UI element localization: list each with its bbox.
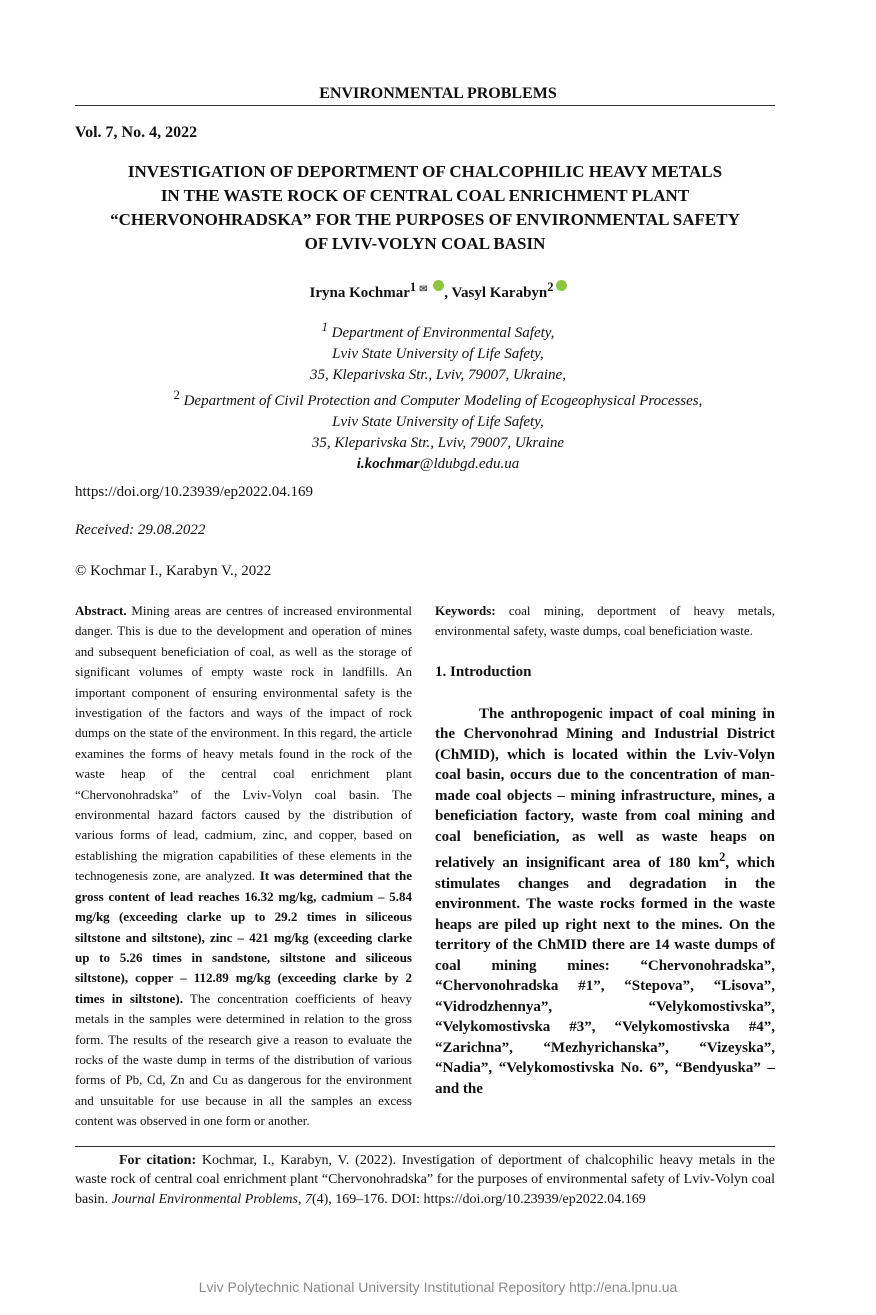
affiliation-line: Department of Environmental Safety, [327, 325, 555, 341]
affiliation-line: 35, Kleparivska Str., Lviv, 79007, Ukraine, [310, 366, 566, 383]
orcid-icon[interactable] [433, 280, 444, 291]
affiliation-sup: 2 [547, 280, 554, 294]
citation-text: , [297, 1191, 305, 1207]
email-domain: @ldubgd.edu.ua [419, 455, 520, 472]
abstract-bold-text: It was determined that the gross content of lead reaches 16.32 mg/kg, cadmium – 5.84 mg/kg (exceeding clarke up to 29.2 times in siliceous siltstone and siltstone), zinc – 421 mg/kg (exceeding clarke up to 5.26 times in sandstone, siltstone and siliceous siltstone), copper – 112.89 mg/kg (exceeding clarke by 2 times in siltstone). [75, 868, 412, 1006]
body-flow [75, 601, 775, 1315]
affiliation-sup: 1 [409, 280, 417, 294]
footer-rule [75, 1146, 775, 1147]
citation-journal: Journal Environmental Problems [111, 1191, 298, 1207]
affiliations [0, 317, 876, 475]
intro-text: The anthropogenic impact of coal mining in the Chervonohrad Mining and Industrial District (ChMID), which is located within the Lviv-Volyn coal basin, occurs due to the concentration of man-made coal objects – mining infrastructure, mines, a beneficiation factory, waste from coal mining and coal beneficiation, as well as waste heaps on relatively an insignificant area of 180 km [435, 705, 775, 872]
author-name: Vasyl Karabyn [451, 285, 548, 301]
affiliation-line: Lviv State University of Life Safety, [332, 414, 544, 431]
email-icon[interactable]: ✉ [419, 284, 428, 295]
title-line: “CHERVONOHRADSKA” FOR THE PURPOSES OF ENVIRONMENTAL SAFETY [110, 210, 740, 229]
abstract [75, 601, 412, 1132]
received-date: Received: 29.08.2022 [75, 522, 206, 538]
title-line: INVESTIGATION OF DEPORTMENT OF CHALCOPHILIC HEAVY METALS [127, 162, 723, 181]
title-line: OF LVIV-VOLYN COAL BASIN [304, 234, 546, 253]
keywords-text: coal mining, deportment of heavy metals, environmental safety, waste dumps, coal beneficiation waste. [435, 603, 775, 639]
affiliation-sup: 2 [173, 388, 180, 403]
volume-info: Vol. 7, No. 4, 2022 [75, 124, 198, 141]
copyright: © Kochmar I., Karabyn V., 2022 [75, 563, 272, 579]
right-column [435, 601, 775, 1099]
citation [75, 1151, 775, 1210]
doi-link[interactable]: https://doi.org/10.23939/ep2022.04.169 [75, 484, 314, 500]
affiliation-line: 35, Kleparivska Str., Lviv, 79007, Ukraine [311, 434, 565, 451]
abstract-text: The concentration coefficients of heavy metals in the samples were determined in relation to the gross form. The results of the research give a reason to evaluate the rocks of the waste dump in terms of the distribution of various forms of Pb, Cd, Zn and Cu as dangerous for the environment and unsuitable for use because in all the samples an excess content was observed in one form or another. [75, 990, 412, 1129]
abstract-label: Abstract. [75, 603, 127, 618]
keywords-label: Keywords: [435, 603, 496, 618]
superscript: 2 [719, 850, 726, 865]
author-separator: , [444, 285, 452, 301]
citation-text: Kochmar, I., Karabyn, V. (2022). Investigation of deportment of chalcophilic heavy metals in the waste rock of central coal enrichment plant “Chervonohradska” for the purposes of environmental safety of Lviv-Volyn coal basin. [75, 1152, 776, 1207]
paper-title [75, 160, 775, 256]
affiliation-line: Lviv State University of Life Safety, [332, 345, 544, 362]
authors [0, 280, 876, 302]
intro-text: , which stimulates changes and degradation in the environment. The waste rocks formed in the waste heaps are piled up right next to the mines. On the territory of the ChMID there are 14 waste dumps of coal mining mines: “Chervonohradska”, “Chervonohradska #1”, “Stepova”, “Lisova”, “Vidrodzhennya”, “Velykomostivska”, “Velykomostivska #3”, “Velykomostivska #4”, “Zarichna”, “Mezhyrichanska”, “Vizeyska”, “Nadia”, “Velykomostivska No. 6”, “Bendyuska” – and the [435, 855, 775, 1097]
citation-text: (4), 169–176. DOI: https://doi.org/10.23939/ep2022.04.169 [311, 1191, 646, 1207]
author-name: Iryna Kochmar [309, 285, 410, 301]
intro-paragraph [435, 704, 775, 1100]
corresponding-email[interactable] [0, 454, 876, 475]
email-user: i.kochmar [356, 455, 420, 472]
title-line: IN THE WASTE ROCK OF CENTRAL COAL ENRICHMENT PLANT [160, 186, 690, 205]
affiliation-line: Department of Civil Protection and Computer Modeling of Ecogeophysical Processes, [179, 393, 703, 410]
repository-footer[interactable]: Lviv Polytechnic National University Institutional Repository http://ena.lpnu.ua [198, 1279, 678, 1296]
header-rule [75, 105, 775, 106]
journal-name: ENVIRONMENTAL PROBLEMS [319, 85, 557, 102]
keywords [435, 601, 775, 642]
citation-volume: 7 [304, 1191, 312, 1207]
abstract-text: Mining areas are centres of increased environmental danger. This is due to the development and operation of mines and subsequent beneficiation of coal, as well as the storage of significant volumes of empty waste rock in landfills. An important component of ensuring environmental safety is the investigation of the factors and ways of the impact of rock dumps on the state of the environment. In this regard, the article examines the forms of heavy metals found in the rock of the waste heap of the central coal enrichment plant “Chervonohradska” of the Lviv-Volyn coal basin. The environmental hazard factors caused by the distribution of various forms of lead, cadmium, zinc, and copper, based on establishing the migration capabilities of these elements in the technogenesis zone, are analyzed. [75, 603, 412, 884]
citation-label: For citation: [119, 1152, 197, 1168]
section-heading: 1. Introduction [435, 663, 532, 680]
affiliation-sup: 1 [321, 320, 328, 334]
two-columns [75, 601, 775, 1132]
orcid-icon[interactable] [556, 280, 567, 291]
